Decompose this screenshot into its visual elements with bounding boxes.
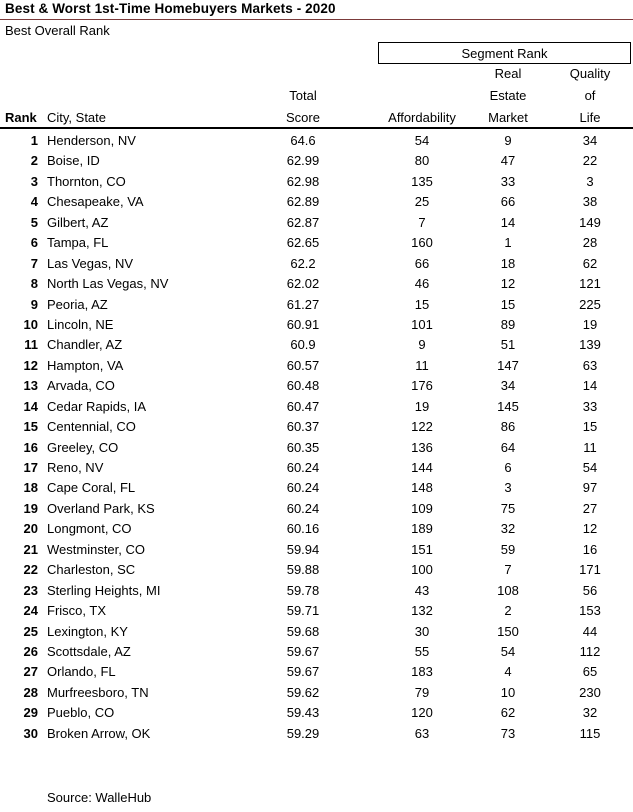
- cell-affordability: 25: [414, 194, 430, 210]
- cell-real-estate-market: 14: [500, 214, 516, 230]
- cell-total-score: 59.94: [286, 541, 320, 557]
- cell-rank: 12: [23, 357, 38, 373]
- table-row: [0, 601, 633, 621]
- cell-rank: 27: [23, 664, 38, 680]
- cell-total-score: 62.87: [286, 214, 320, 230]
- table-row: [0, 397, 633, 417]
- cell-rank: 13: [23, 378, 38, 394]
- cell-rank: 29: [23, 705, 38, 721]
- cell-city-state: Pueblo, CO: [47, 705, 115, 721]
- column-header-city-state: City, State: [47, 110, 107, 125]
- cell-total-score: 62.89: [286, 194, 320, 210]
- cell-real-estate-market: 34: [500, 378, 516, 394]
- cell-real-estate-market: 1: [504, 235, 512, 251]
- cell-rank: 16: [23, 439, 38, 455]
- table-row: [0, 683, 633, 703]
- cell-affordability: 66: [414, 255, 430, 271]
- cell-real-estate-market: 86: [500, 419, 516, 435]
- cell-quality-of-life: 121: [579, 276, 601, 292]
- cell-rank: 17: [23, 460, 38, 475]
- cell-affordability: 80: [414, 153, 430, 169]
- cell-affordability: 189: [411, 521, 433, 537]
- cell-city-state: Arvada, CO: [47, 378, 115, 394]
- cell-total-score: 59.68: [286, 623, 320, 639]
- cell-real-estate-market: 2: [504, 603, 512, 619]
- cell-total-score: 60.48: [286, 378, 320, 394]
- table-row: [0, 581, 633, 601]
- cell-quality-of-life: 33: [582, 398, 598, 414]
- cell-real-estate-market: 33: [500, 173, 516, 189]
- cell-affordability: 120: [411, 705, 433, 721]
- cell-city-state: Broken Arrow, OK: [47, 725, 151, 741]
- cell-total-score: 62.98: [286, 173, 320, 189]
- cell-real-estate-market: 75: [500, 500, 516, 516]
- cell-quality-of-life: 11: [583, 439, 597, 455]
- cell-quality-of-life: 22: [582, 153, 598, 169]
- cell-rank: 3: [30, 173, 38, 189]
- cell-real-estate-market: 150: [497, 623, 519, 639]
- cell-affordability: 109: [411, 500, 433, 516]
- cell-city-state: Thornton, CO: [47, 173, 126, 189]
- cell-real-estate-market: 9: [504, 133, 512, 148]
- cell-affordability: 144: [411, 460, 433, 475]
- cell-city-state: Sterling Heights, MI: [47, 582, 161, 598]
- cell-total-score: 60.57: [286, 357, 320, 373]
- cell-total-score: 59.71: [286, 603, 320, 619]
- cell-rank: 24: [23, 603, 38, 619]
- cell-quality-of-life: 65: [582, 664, 598, 680]
- cell-city-state: Henderson, NV: [47, 133, 136, 148]
- cell-affordability: 43: [414, 582, 430, 598]
- cell-city-state: Longmont, CO: [47, 521, 132, 537]
- column-header-real-estate-market-line2: Estate: [489, 88, 527, 103]
- cell-affordability: 11: [415, 357, 429, 373]
- cell-quality-of-life: 14: [582, 378, 598, 394]
- table-row: [0, 560, 633, 580]
- cell-rank: 1: [30, 133, 38, 148]
- cell-city-state: Peoria, AZ: [47, 296, 108, 312]
- source-note: Source: WalleHub: [47, 790, 152, 805]
- table-row: [0, 131, 633, 151]
- cell-city-state: Charleston, SC: [47, 562, 136, 578]
- cell-quality-of-life: 153: [579, 603, 601, 619]
- cell-quality-of-life: 62: [582, 255, 598, 271]
- cell-affordability: 100: [411, 562, 433, 578]
- cell-quality-of-life: 32: [582, 705, 598, 721]
- cell-affordability: 160: [411, 235, 433, 251]
- cell-quality-of-life: 3: [586, 173, 594, 189]
- cell-real-estate-market: 54: [500, 643, 516, 659]
- cell-real-estate-market: 64: [500, 439, 516, 455]
- cell-quality-of-life: 56: [582, 582, 598, 598]
- segment-rank-label: Segment Rank: [461, 45, 548, 61]
- cell-rank: 14: [23, 398, 38, 414]
- cell-rank: 11: [24, 337, 38, 353]
- cell-quality-of-life: 63: [582, 357, 598, 373]
- table-row: [0, 151, 633, 171]
- table-row: [0, 540, 633, 560]
- cell-rank: 6: [30, 235, 38, 251]
- cell-rank: 19: [23, 500, 38, 516]
- cell-city-state: Westminster, CO: [47, 541, 146, 557]
- column-header-total-score-line2: Score: [286, 110, 320, 125]
- cell-real-estate-market: 4: [504, 664, 512, 680]
- cell-total-score: 62.02: [286, 276, 320, 292]
- cell-rank: 10: [23, 316, 38, 332]
- cell-real-estate-market: 47: [500, 153, 516, 169]
- cell-real-estate-market: 15: [500, 296, 516, 312]
- cell-total-score: 60.24: [286, 480, 320, 496]
- table-row: [0, 519, 633, 539]
- cell-city-state: Hampton, VA: [47, 357, 124, 373]
- column-header-real-estate-market-line1: Real: [494, 66, 522, 81]
- cell-real-estate-market: 108: [497, 582, 519, 598]
- cell-total-score: 59.67: [286, 664, 320, 680]
- cell-quality-of-life: 149: [579, 214, 601, 230]
- cell-city-state: North Las Vegas, NV: [47, 276, 169, 292]
- column-header-affordability: Affordability: [388, 110, 456, 125]
- cell-affordability: 15: [414, 296, 430, 312]
- table-row: [0, 376, 633, 396]
- column-header-quality-of-life-line3: Life: [579, 110, 601, 125]
- cell-total-score: 61.27: [286, 296, 320, 312]
- cell-real-estate-market: 66: [500, 194, 516, 210]
- cell-total-score: 62.2: [290, 255, 316, 271]
- header-divider: [0, 127, 633, 129]
- cell-total-score: 60.91: [286, 316, 320, 332]
- cell-real-estate-market: 10: [500, 684, 516, 700]
- cell-total-score: 60.37: [286, 419, 320, 435]
- cell-affordability: 122: [411, 419, 433, 435]
- cell-city-state: Centennial, CO: [47, 419, 136, 435]
- cell-rank: 28: [23, 684, 38, 700]
- cell-total-score: 60.35: [286, 439, 320, 455]
- cell-real-estate-market: 59: [500, 541, 516, 557]
- cell-total-score: 60.47: [286, 398, 320, 414]
- table-row: [0, 254, 633, 274]
- cell-rank: 5: [30, 214, 38, 230]
- title-bar: [0, 0, 633, 21]
- cell-affordability: 151: [411, 541, 433, 557]
- cell-total-score: 60.24: [286, 500, 320, 516]
- table-row: [0, 213, 633, 233]
- cell-quality-of-life: 97: [582, 480, 598, 496]
- cell-city-state: Chesapeake, VA: [47, 194, 144, 210]
- table-row: [0, 417, 633, 437]
- table-row: [0, 438, 633, 458]
- cell-real-estate-market: 7: [504, 562, 512, 578]
- cell-total-score: 59.62: [286, 684, 320, 700]
- table-row: [0, 295, 633, 315]
- cell-affordability: 19: [414, 398, 430, 414]
- cell-city-state: Frisco, TX: [47, 603, 106, 619]
- cell-real-estate-market: 73: [500, 725, 516, 741]
- cell-real-estate-market: 18: [500, 255, 516, 271]
- cell-rank: 18: [23, 480, 38, 496]
- cell-real-estate-market: 32: [500, 521, 516, 537]
- cell-city-state: Scottsdale, AZ: [47, 643, 131, 659]
- cell-rank: 30: [23, 725, 38, 741]
- cell-quality-of-life: 19: [582, 316, 598, 332]
- cell-quality-of-life: 112: [579, 643, 601, 659]
- table-row: [0, 335, 633, 355]
- cell-quality-of-life: 225: [579, 296, 601, 312]
- column-header-real-estate-market-line3: Market: [488, 110, 528, 125]
- table-row: [0, 724, 633, 744]
- cell-rank: 23: [23, 582, 38, 598]
- table-body: [0, 131, 633, 744]
- cell-real-estate-market: 145: [497, 398, 519, 414]
- cell-affordability: 9: [418, 337, 426, 353]
- cell-city-state: Gilbert, AZ: [47, 214, 109, 230]
- cell-affordability: 101: [411, 316, 433, 332]
- column-header-total-score-line1: Total: [289, 88, 317, 103]
- cell-total-score: 60.9: [290, 337, 316, 353]
- cell-quality-of-life: 34: [582, 133, 598, 148]
- segment-rank-group-header: [378, 42, 631, 64]
- cell-total-score: 60.24: [286, 460, 320, 475]
- cell-real-estate-market: 89: [500, 316, 516, 332]
- cell-city-state: Lexington, KY: [47, 623, 128, 639]
- cell-quality-of-life: 27: [582, 500, 598, 516]
- cell-quality-of-life: 15: [582, 419, 598, 435]
- cell-city-state: Orlando, FL: [47, 664, 116, 680]
- cell-total-score: 59.88: [286, 562, 320, 578]
- cell-quality-of-life: 171: [579, 562, 601, 578]
- cell-affordability: 63: [414, 725, 430, 741]
- cell-real-estate-market: 3: [504, 480, 512, 496]
- table-row: [0, 622, 633, 642]
- cell-rank: 8: [30, 276, 38, 292]
- cell-city-state: Reno, NV: [47, 460, 104, 475]
- table-row: [0, 703, 633, 723]
- table-row: [0, 315, 633, 335]
- table-row: [0, 499, 633, 519]
- cell-quality-of-life: 12: [582, 521, 598, 537]
- cell-city-state: Lincoln, NE: [47, 316, 114, 332]
- table-row: [0, 233, 633, 253]
- cell-total-score: 60.16: [286, 521, 320, 537]
- cell-affordability: 176: [411, 378, 433, 394]
- cell-rank: 25: [23, 623, 38, 639]
- column-header-quality-of-life-line2: of: [584, 88, 596, 103]
- cell-real-estate-market: 6: [504, 460, 512, 475]
- cell-rank: 2: [30, 153, 38, 169]
- cell-affordability: 46: [414, 276, 430, 292]
- cell-affordability: 183: [411, 664, 433, 680]
- table-row: [0, 274, 633, 294]
- cell-rank: 22: [23, 562, 38, 578]
- cell-rank: 26: [23, 643, 38, 659]
- cell-real-estate-market: 147: [497, 357, 519, 373]
- cell-affordability: 55: [414, 643, 430, 659]
- cell-total-score: 62.99: [286, 153, 320, 169]
- cell-affordability: 136: [411, 439, 433, 455]
- cell-quality-of-life: 230: [579, 684, 601, 700]
- cell-affordability: 54: [414, 133, 430, 148]
- page-title: Best & Worst 1st-Time Homebuyers Markets - 2020: [5, 1, 336, 16]
- cell-city-state: Boise, ID: [47, 153, 100, 169]
- cell-city-state: Cape Coral, FL: [47, 480, 136, 496]
- cell-city-state: Tampa, FL: [47, 235, 109, 251]
- cell-total-score: 62.65: [286, 235, 320, 251]
- table-row: [0, 356, 633, 376]
- title-divider: [0, 19, 633, 20]
- cell-city-state: Murfreesboro, TN: [47, 684, 149, 700]
- cell-rank: 20: [23, 521, 38, 537]
- cell-total-score: 59.29: [286, 725, 320, 741]
- cell-total-score: 59.43: [286, 705, 320, 721]
- subtitle: Best Overall Rank: [5, 23, 110, 38]
- cell-rank: 21: [23, 541, 38, 557]
- cell-affordability: 148: [411, 480, 433, 496]
- cell-city-state: Las Vegas, NV: [47, 255, 133, 271]
- table-row: [0, 662, 633, 682]
- cell-total-score: 59.78: [286, 582, 320, 598]
- cell-rank: 15: [23, 419, 38, 435]
- cell-rank: 9: [30, 296, 38, 312]
- cell-affordability: 79: [414, 684, 430, 700]
- cell-city-state: Chandler, AZ: [47, 337, 123, 353]
- column-header-quality-of-life-line1: Quality: [569, 66, 611, 81]
- cell-affordability: 132: [411, 603, 433, 619]
- cell-affordability: 7: [418, 214, 426, 230]
- table-row: [0, 172, 633, 192]
- cell-real-estate-market: 51: [500, 337, 516, 353]
- cell-quality-of-life: 16: [582, 541, 598, 557]
- cell-city-state: Greeley, CO: [47, 439, 119, 455]
- cell-affordability: 30: [414, 623, 430, 639]
- cell-real-estate-market: 62: [500, 705, 516, 721]
- cell-quality-of-life: 44: [582, 623, 598, 639]
- table-row: [0, 642, 633, 662]
- cell-real-estate-market: 12: [500, 276, 516, 292]
- cell-quality-of-life: 139: [579, 337, 601, 353]
- cell-total-score: 64.6: [290, 133, 316, 148]
- cell-total-score: 59.67: [286, 643, 320, 659]
- cell-quality-of-life: 115: [579, 725, 601, 741]
- table-row: [0, 478, 633, 498]
- table-row: [0, 192, 633, 212]
- table-row: [0, 458, 633, 478]
- cell-quality-of-life: 28: [582, 235, 598, 251]
- cell-rank: 4: [30, 194, 38, 210]
- cell-affordability: 135: [411, 173, 433, 189]
- cell-city-state: Overland Park, KS: [47, 500, 155, 516]
- cell-quality-of-life: 54: [582, 460, 598, 475]
- column-header-rank: Rank: [5, 110, 37, 125]
- cell-quality-of-life: 38: [582, 194, 598, 210]
- cell-city-state: Cedar Rapids, IA: [47, 398, 146, 414]
- cell-rank: 7: [30, 255, 38, 271]
